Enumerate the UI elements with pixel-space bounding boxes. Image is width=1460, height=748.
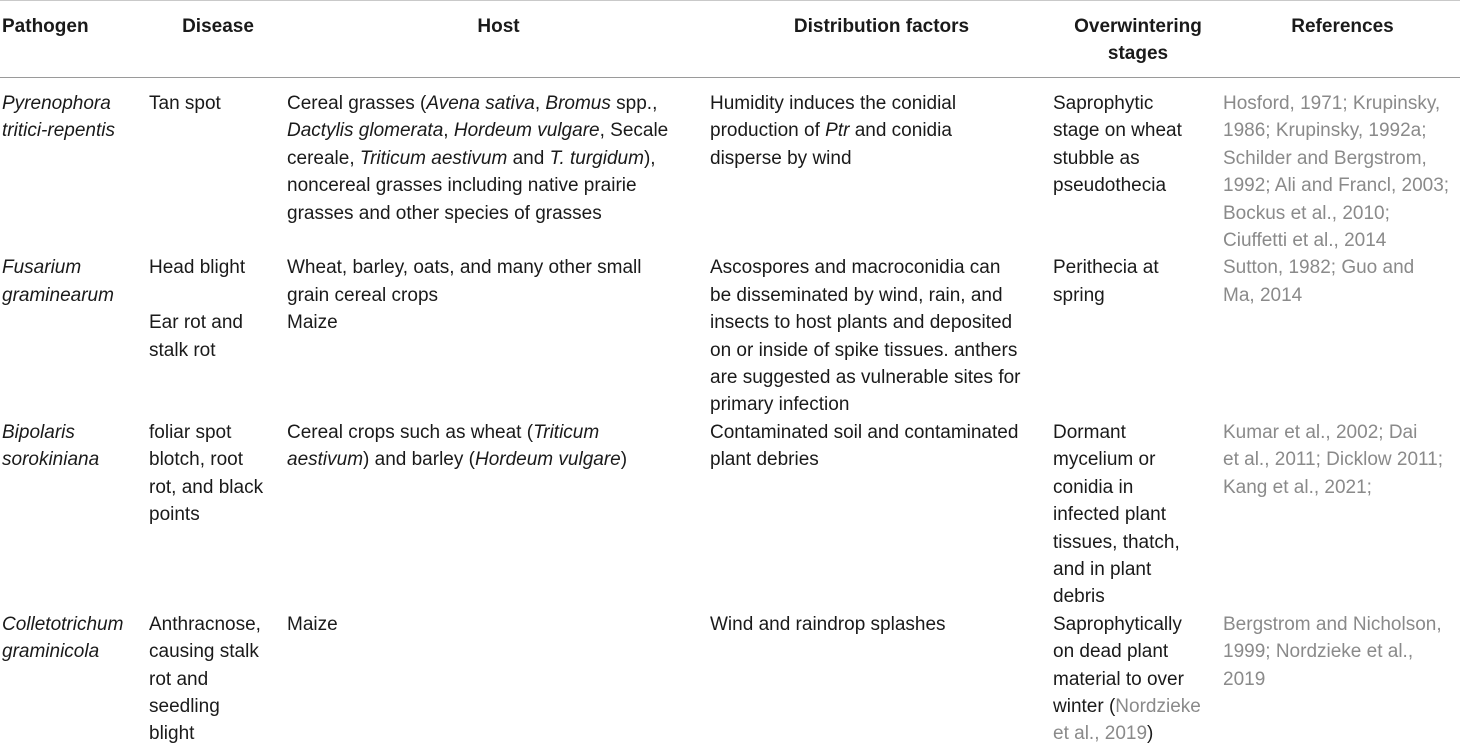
cell-overwintering: Saprophytic stage on wheat stubble as pseudothecia xyxy=(1053,93,1182,197)
table-row xyxy=(0,611,1460,748)
reference-link[interactable]: 1999; Nordzieke et al., xyxy=(1223,641,1414,663)
cell-disease: Head blight Ear rot and stalk rot xyxy=(149,257,246,361)
reference-link[interactable]: Kang et al., 2021; xyxy=(1223,476,1372,498)
cell-distribution: Ascospores and macroconidia can be disseminated by wind, rain, and insects to host plants and deposited on or inside of spike tissues. anthers are suggested as vulnerable sites for primary infection xyxy=(710,257,1021,416)
cell-host: Cereal grasses (Avena sativa, Bromus spp., Dactylis glomerata, Hordeum vulgare, Secale cereale, Triticum aestivum and T. turgidum), noncereal grasses including native prairie grasses and other species of grasses xyxy=(287,93,669,224)
cell-disease: Anthracnose, causing stalk rot and seedling blight xyxy=(149,613,261,745)
table-header-row xyxy=(0,1,1460,78)
cell-disease: Tan spot xyxy=(149,93,221,114)
cell-pathogen: Bipolaris sorokiniana xyxy=(2,421,100,471)
table-row xyxy=(0,419,1460,611)
reference-link[interactable]: Bockus et al., 2010; xyxy=(1223,202,1390,224)
cell-overwintering: Dormant mycelium or conidia in infected plant tissues, thatch, and in plant debris xyxy=(1053,421,1180,608)
reference-link[interactable]: Ma, 2014 xyxy=(1223,284,1303,306)
header-pathogen: Pathogen xyxy=(2,16,89,37)
header-host: Host xyxy=(477,16,520,37)
cell-distribution: Humidity induces the conidial production of Ptr and conidia disperse by wind xyxy=(710,93,957,169)
reference-link[interactable]: 1986; Krupinsky, 1992a; xyxy=(1223,120,1427,142)
cell-host: Cereal crops such as wheat (Triticum aestivum) and barley (Hordeum vulgare) xyxy=(287,421,628,471)
cell-host: Maize xyxy=(287,613,338,635)
reference-link[interactable]: et al., 2019 xyxy=(1053,723,1148,745)
reference-link[interactable]: Kumar et al., 2002; Dai xyxy=(1223,421,1418,443)
table-row xyxy=(0,254,1460,418)
table-row xyxy=(0,78,1460,255)
cell-distribution: Wind and raindrop splashes xyxy=(710,613,946,635)
cell-references xyxy=(1223,78,1460,255)
cell-pathogen: Fusarium graminearum xyxy=(2,257,114,306)
reference-link[interactable]: Nordzieke xyxy=(1115,695,1201,717)
cell-overwintering: Perithecia at spring xyxy=(1053,257,1159,306)
reference-link[interactable]: Hosford, 1971; Krupinsky, xyxy=(1223,93,1441,114)
cell-references xyxy=(1223,611,1460,748)
cell-overwintering: Saprophytically on dead plant material to over winter (Nordzieke et al., 2019) xyxy=(1053,613,1201,745)
header-overwintering-stages: Overwintering stages xyxy=(1074,16,1202,64)
header-disease: Disease xyxy=(182,16,254,37)
cell-references xyxy=(1223,254,1460,418)
reference-link[interactable]: Bergstrom and Nicholson, xyxy=(1223,613,1442,635)
cell-pathogen: Pyrenophora tritici-repentis xyxy=(2,93,115,142)
cell-disease: foliar spot blotch, root rot, and black points xyxy=(149,421,264,526)
cell-distribution: Contaminated soil and contaminated plant debries xyxy=(710,421,1019,471)
reference-link[interactable]: 1992; Ali and Francl, 2003; xyxy=(1223,175,1450,197)
reference-link[interactable]: Schilder and Bergstrom, xyxy=(1223,147,1427,169)
reference-link[interactable]: et al., 2011; Dicklow 2011; xyxy=(1223,449,1444,471)
reference-link[interactable]: Ciuffetti et al., 2014 xyxy=(1223,230,1387,252)
reference-link[interactable]: 2019 xyxy=(1223,668,1266,690)
cell-pathogen: Colletotrichum graminicola xyxy=(2,613,124,663)
reference-link[interactable]: Sutton, 1982; Guo and xyxy=(1223,257,1415,279)
cell-host: Wheat, barley, oats, and many other small grain cereal crops Maize xyxy=(287,257,642,334)
cell-references xyxy=(1223,419,1460,611)
header-references: References xyxy=(1291,16,1394,37)
header-distribution-factors: Distribution factors xyxy=(793,16,970,37)
